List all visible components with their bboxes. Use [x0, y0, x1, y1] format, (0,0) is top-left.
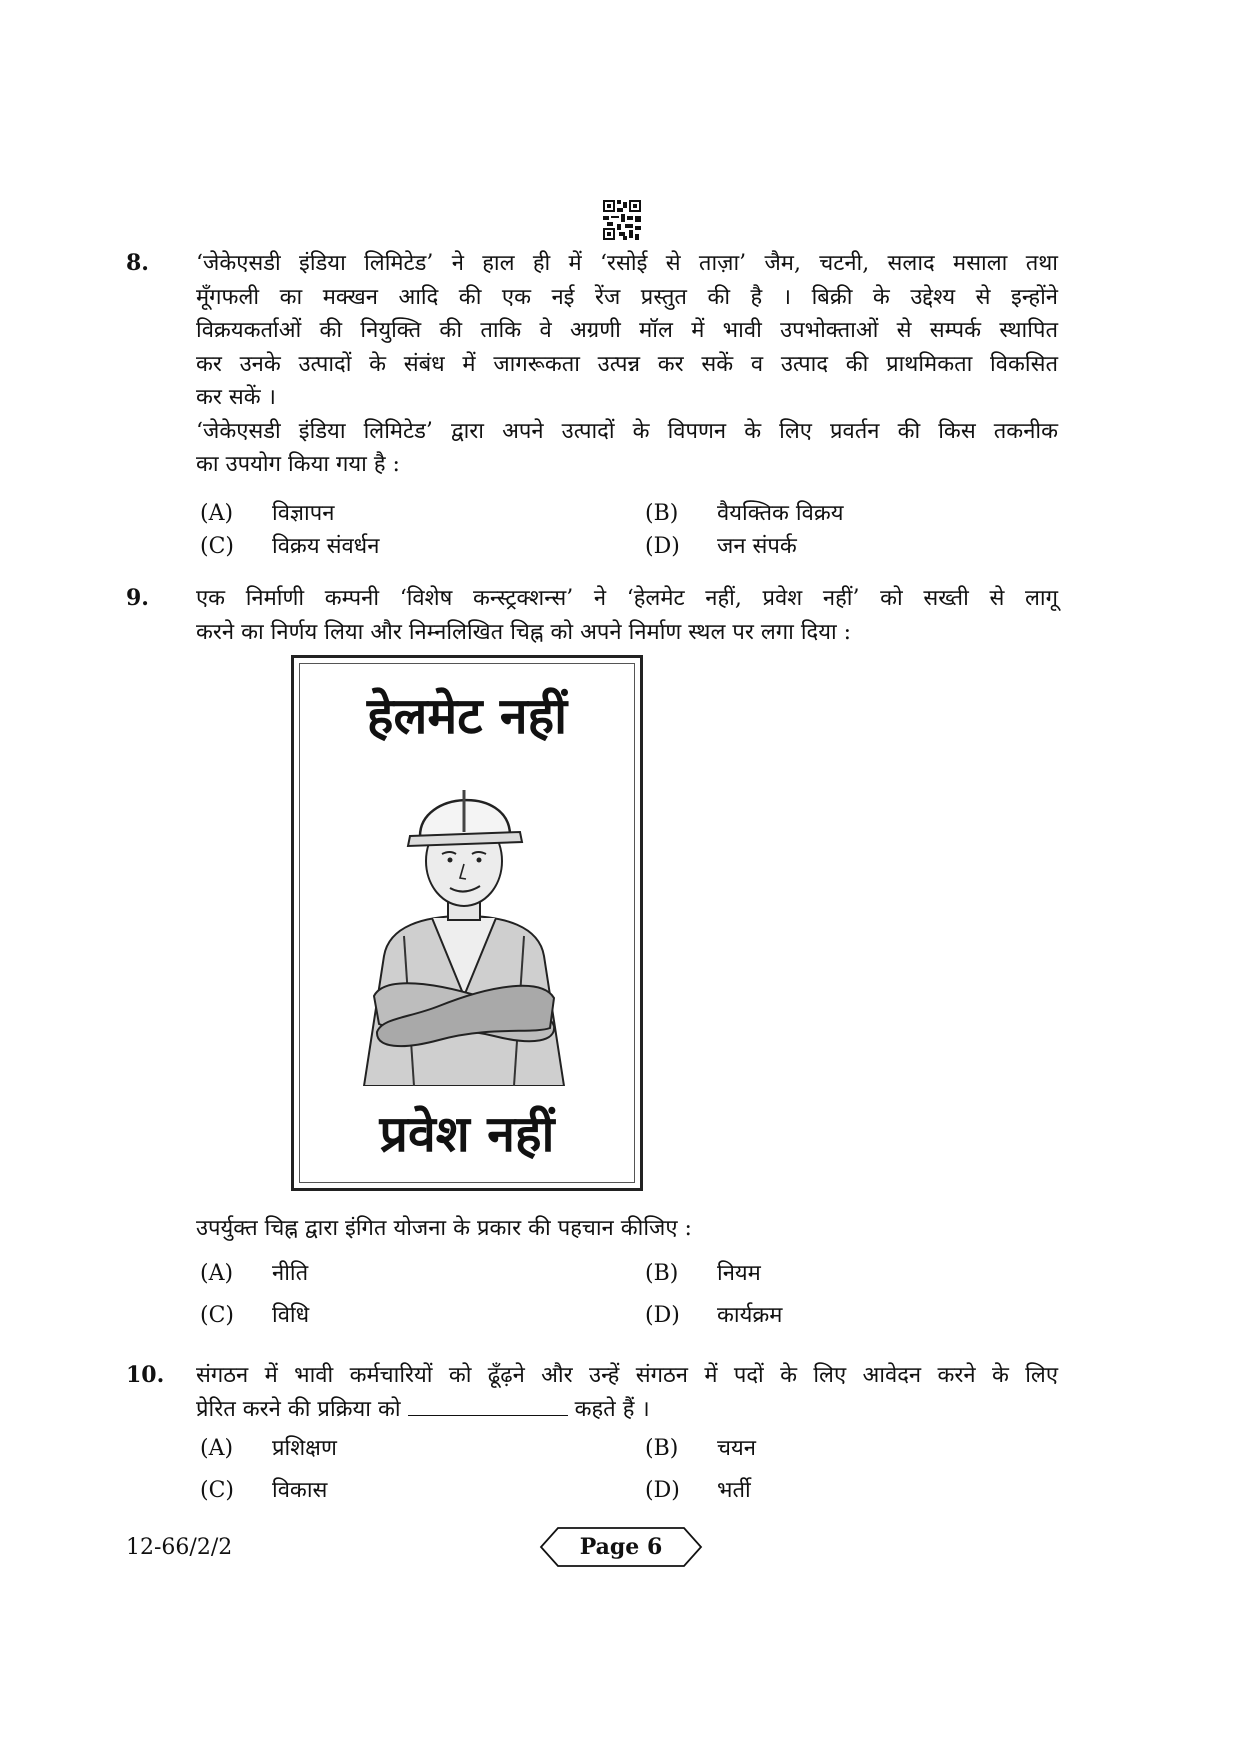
question-8-number: 8. [126, 250, 149, 276]
question-9-line: करने का निर्णय लिया और निम्नलिखित चिह्न को अपने निर्माण स्थल पर लगा दिया : [196, 619, 852, 645]
question-10-option-b[interactable]: (B) चयन [645, 1436, 756, 1461]
question-10-text [196, 1359, 1058, 1426]
question-10-option-c[interactable]: (C) विकास [200, 1478, 328, 1503]
qr-code-icon [603, 200, 641, 240]
question-10-line: संगठन में भावी कर्मचारियों को ढूँढ़ने और उन्हें संगठन में पदों के लिए आवेदन करने के लिए [196, 1363, 1058, 1388]
question-8-line: विक्रयकर्ताओं की नियुक्ति की ताकि वे अग्रणी मॉल में भावी उपभोक्ताओं से सम्पर्क स्थापित [196, 318, 1058, 343]
sign-bottom-text: प्रवेश नहीं [379, 1105, 555, 1163]
question-8-line: कर सकें । [196, 385, 276, 410]
question-9-number: 9. [126, 585, 149, 611]
question-9-text [196, 582, 1058, 649]
answer-blank[interactable] [408, 1393, 568, 1416]
question-10-option-d[interactable]: (D) भर्ती [645, 1478, 751, 1503]
question-9-option-a[interactable]: (A) नीति [200, 1261, 309, 1286]
question-9-followup: उपर्युक्त चिह्न द्वारा इंगित योजना के प्रकार की पहचान कीजिए : [196, 1216, 692, 1241]
question-8-option-a[interactable]: (A) विज्ञापन [200, 501, 335, 526]
question-8-option-b[interactable]: (B) वैयक्तिक विक्रय [645, 501, 844, 526]
question-10-line: प्रेरित करने की प्रक्रिया को कहते हैं । [196, 1393, 1058, 1427]
question-8-option-d[interactable]: (D) जन संपर्क [645, 534, 797, 559]
question-10-option-a[interactable]: (A) प्रशिक्षण [200, 1436, 337, 1461]
question-10-number: 10. [126, 1362, 165, 1388]
question-8-text [196, 247, 1058, 482]
question-8-line: ‘जेकेएसडी इंडिया लिमिटेड’ ने हाल ही में ‘रसोई से ताज़ा’ जैम, चटनी, सलाद मसाला तथा [196, 251, 1058, 276]
question-8-line: मूँगफली का मक्खन आदि की एक नई रेंज प्रस्तुत की है । बिक्री के उद्देश्य से इन्होंने [196, 284, 1058, 310]
question-9-option-c[interactable]: (C) विधि [200, 1303, 310, 1328]
page-number-badge [538, 1525, 704, 1569]
question-9-line: एक निर्माणी कम्पनी ‘विशेष कन्स्ट्रक्शन्स’ ने ‘हेलमेट नहीं, प्रवेश नहीं’ को सख्ती से लागू [196, 586, 1058, 611]
safety-sign [291, 655, 643, 1191]
question-8-option-c[interactable]: (C) विक्रय संवर्धन [200, 534, 380, 559]
paper-code: 12-66/2/2 [126, 1535, 233, 1560]
question-8-line: का उपयोग किया गया है : [196, 452, 400, 477]
question-9-option-d[interactable]: (D) कार्यक्रम [645, 1303, 783, 1328]
construction-worker-illustration [344, 766, 584, 1086]
question-8-line: ‘जेकेएसडी इंडिया लिमिटेड’ द्वारा अपने उत्पादों के विपणन के लिए प्रवर्तन की किस तकनीक [196, 418, 1058, 444]
question-9-option-b[interactable]: (B) नियम [645, 1261, 761, 1286]
sign-top-text: हेलमेट नहीं [366, 687, 568, 745]
question-8-line: कर उनके उत्पादों के संबंध में जागरूकता उत्पन्न कर सकें व उत्पाद की प्राथमिकता विकसित [196, 351, 1058, 377]
page-number: Page 6 [579, 1534, 663, 1560]
